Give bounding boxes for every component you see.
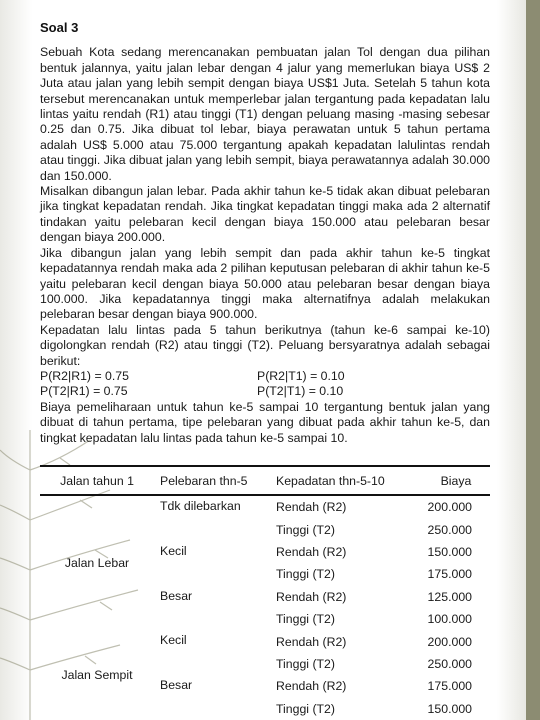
pelebaran-cell: Besar xyxy=(160,588,193,603)
table-row xyxy=(40,495,490,518)
header-biaya: Biaya xyxy=(416,466,490,495)
biaya-cell: 250.000 xyxy=(427,522,472,537)
paragraph: Sebuah Kota sedang merencanakan pembuatan jalan Tol dengan dua pilihan bentuk jalannya, yaitu jalan lebar dengan 4 jalur yang memerlukan biaya US$ 2 Juta atau jalan yang lebih sempit dengan biaya US$1 Juta. Setelah 5 tahun kota tersebut merencanakan untuk memperlebar jalan tergantung pada kepadatan lalu lintas yaitu rendah (R1) atau tinggi (T1) dengan peluang masing -masing sebesar 0.25 dan 0.75. Jika dibuat tol lebar, biaya perawatan untuk 5 tahun pertama adalah US$ 5.000 atau 75.000 tergantung apakah kepadatan lalulintas rendah atau tinggi. Jika dibuat jalan yang lebih sempit, biaya perawatannya adalah 30.000 dan 150.000. xyxy=(40,45,490,183)
biaya-cell: 150.000 xyxy=(427,544,472,559)
kepadatan-cell: Tinggi (T2) xyxy=(276,701,335,716)
pelebaran-cell: Kecil xyxy=(160,633,187,648)
kepadatan-cell: Tinggi (T2) xyxy=(276,567,335,582)
closing-paragraph: Biaya pemeliharaan untuk tahun ke-5 sampai 10 tergantung bentuk jalan yang dibuat di tahun pertama, tipe pelebaran yang dibuat pada akhir tahun ke-5, dan tingkat kepadatan lalu lintas pada tahun ke-5 sampai 10. xyxy=(40,399,490,445)
kepadatan-cell: Tinggi (T2) xyxy=(276,612,335,627)
kepadatan-cell: Rendah (R2) xyxy=(276,544,347,559)
kepadatan-cell: Rendah (R2) xyxy=(276,679,347,694)
header-kepadatan: Kepadatan thn-5-10 xyxy=(270,466,416,495)
table-header-row xyxy=(40,466,490,495)
kepadatan-cell: Rendah (R2) xyxy=(276,634,347,649)
header-jalan: Jalan tahun 1 xyxy=(40,466,154,495)
problem-text xyxy=(40,45,490,446)
jalan-cell: Jalan Lebar xyxy=(64,556,130,571)
probability-item: P(R2|T1) = 0.10 xyxy=(257,368,345,383)
kepadatan-cell: Rendah (R2) xyxy=(276,500,347,515)
kepadatan-cell: Tinggi (T2) xyxy=(276,522,335,537)
cost-table xyxy=(40,465,490,720)
paragraph: Misalkan dibangun jalan lebar. Pada akhir tahun ke-5 tidak akan dibuat pelebaran jika tingkat kepadatan rendah. Jika tingkat kepadatan tinggi maka ada 2 alternatif tindakan yaitu pelebaran kecil dengan biaya 150.000 atau pelebaran besar dengan biaya 200.000. xyxy=(40,184,490,245)
paragraph: Kepadatan lalu lintas pada 5 tahun berikutnya (tahun ke-6 sampai ke-10) digolongkan rendah (R2) atau tinggi (T2). Peluang bersyaratnya adalah sebagai berikut: xyxy=(40,322,490,368)
biaya-cell: 100.000 xyxy=(427,612,472,627)
biaya-cell: 125.000 xyxy=(427,589,472,604)
pelebaran-cell: Besar xyxy=(160,678,193,693)
probability-row xyxy=(40,369,490,384)
pelebaran-cell: Tdk dilebarkan xyxy=(160,499,241,513)
probability-row xyxy=(40,384,490,399)
biaya-cell: 175.000 xyxy=(427,567,472,582)
header-pelebaran: Pelebaran thn-5 xyxy=(154,466,270,495)
probability-item: P(R2|R1) = 0.75 xyxy=(40,368,129,383)
biaya-cell: 150.000 xyxy=(427,701,472,716)
kepadatan-cell: Rendah (R2) xyxy=(276,589,347,604)
paragraph: Jika dibangun jalan yang lebih sempit dan pada akhir tahun ke-5 tingkat kepadatannya rendah maka ada 2 pilihan keputusan pelebaran di akhir tahun ke-5 yaitu pelebaran kecil dengan biaya 50.000 atau pelebaran besar dengan biaya 100.000. Jika kepadatannya tinggi maka alternatifnya adalah melakukan pelebaran besar dengan biaya 900.000. xyxy=(40,245,490,322)
pelebaran-cell: Kecil xyxy=(160,543,187,558)
page-title: Soal 3 xyxy=(40,20,79,35)
probability-item: P(T2|R1) = 0.75 xyxy=(40,384,128,399)
kepadatan-cell: Tinggi (T2) xyxy=(276,656,335,671)
biaya-cell: 200.000 xyxy=(427,634,472,649)
table-row xyxy=(40,630,490,652)
probability-item: P(T2|T1) = 0.10 xyxy=(257,384,344,399)
question-content xyxy=(40,20,490,446)
biaya-cell: 250.000 xyxy=(427,656,472,671)
jalan-cell: Jalan Sempit xyxy=(61,668,133,683)
biaya-cell: 175.000 xyxy=(427,679,472,694)
right-accent-bar xyxy=(526,0,540,720)
biaya-cell: 200.000 xyxy=(427,500,472,515)
